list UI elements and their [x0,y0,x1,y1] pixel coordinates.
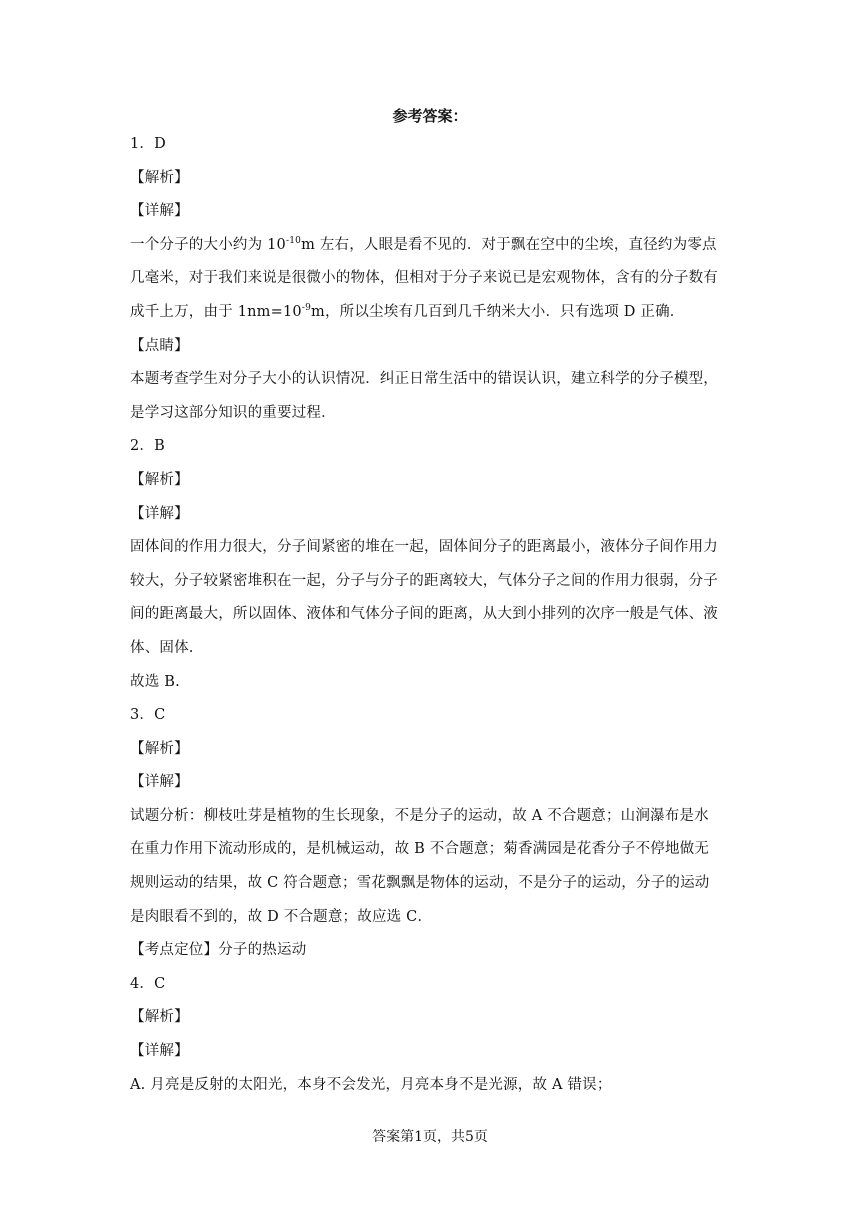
analysis-heading: 【解析】 [130,740,189,757]
answer-number: 1．D [130,136,166,152]
answer-2 [130,435,730,692]
detail-text-part: 成千上万，由于 1nm=10 [130,303,302,320]
comment-text: 本题考查学生对分子大小的认识情况．纠正日常生活中的错误认识，建立科学的分子模型， [130,371,718,388]
detail-text: 试题分析：柳枝吐芽是植物的生长现象，不是分子的运动，故 A 不合题意；山涧瀑布是水 [130,807,709,824]
analysis-heading: 【解析】 [130,1009,189,1026]
analysis-heading: 【解析】 [130,471,189,488]
detail-text: A. 月亮是反射的太阳光，本身不会发光，月亮本身不是光源，故 A 错误； [130,1076,612,1093]
detail-text: 较大，分子较紧密堆积在一起，分子与分子的距离较大，气体分子之间的作用力很弱，分子 [130,572,718,589]
answer-number: 4．C [130,975,166,992]
detail-heading: 【详解】 [130,1043,189,1060]
detail-text: 几毫米，对于我们来说是很微小的物体，但相对于分子来说已是宏观物体，含有的分子数有 [130,270,718,287]
knowledge-point: 【考点定位】分子的热运动 [130,942,307,959]
detail-text [130,301,730,323]
detail-text: 间的距离最大，所以固体、液体和气体分子间的距离，从大到小排列的次序一般是气体、液 [130,606,718,623]
answer-1 [130,133,730,424]
analysis-heading: 【解析】 [130,169,189,186]
answer-content [130,133,730,1107]
page-footer: 答案第1页，共5页 [372,1129,488,1145]
answer-4 [130,973,730,1096]
detail-text: 是肉眼看不到的，故 D 不合题意；故应选 C． [130,908,433,925]
detail-heading: 【详解】 [130,774,189,791]
detail-heading: 【详解】 [130,505,189,522]
detail-text: 在重力作用下流动形成的，是机械运动，故 B 不合题意；菊香满园是花香分子不停地做无 [130,841,710,858]
detail-heading: 【详解】 [130,203,189,220]
detail-text: 体、固体. [130,639,194,656]
superscript: -10 [285,235,302,246]
answer-number: 2．B [130,438,165,455]
superscript: -9 [301,302,311,313]
detail-text: 固体间的作用力很大，分子间紧密的堆在一起，固体间分子的距离最小，液体分子间作用力 [130,539,718,556]
detail-text [130,234,730,256]
detail-text-part: 一个分子的大小约为 10 [130,236,286,253]
detail-text-part: m，所以尘埃有几百到几千纳米大小．只有选项 D 正确． [311,303,685,320]
comment-text: 是学习这部分知识的重要过程． [130,404,336,421]
conclusion-text: 故选 B. [130,673,180,690]
detail-text-part: m 左右，人眼是看不见的．对于飘在空中的尘埃，直径约为零点 [301,236,717,253]
answer-3 [130,704,730,961]
comment-heading: 【点睛】 [130,337,189,354]
detail-text: 规则运动的结果，故 C 符合题意；雪花飘飘是物体的运动，不是分子的运动，分子的运动 [130,875,710,892]
answer-number: 3．C [130,707,166,724]
page-title: 参考答案： [392,107,468,125]
